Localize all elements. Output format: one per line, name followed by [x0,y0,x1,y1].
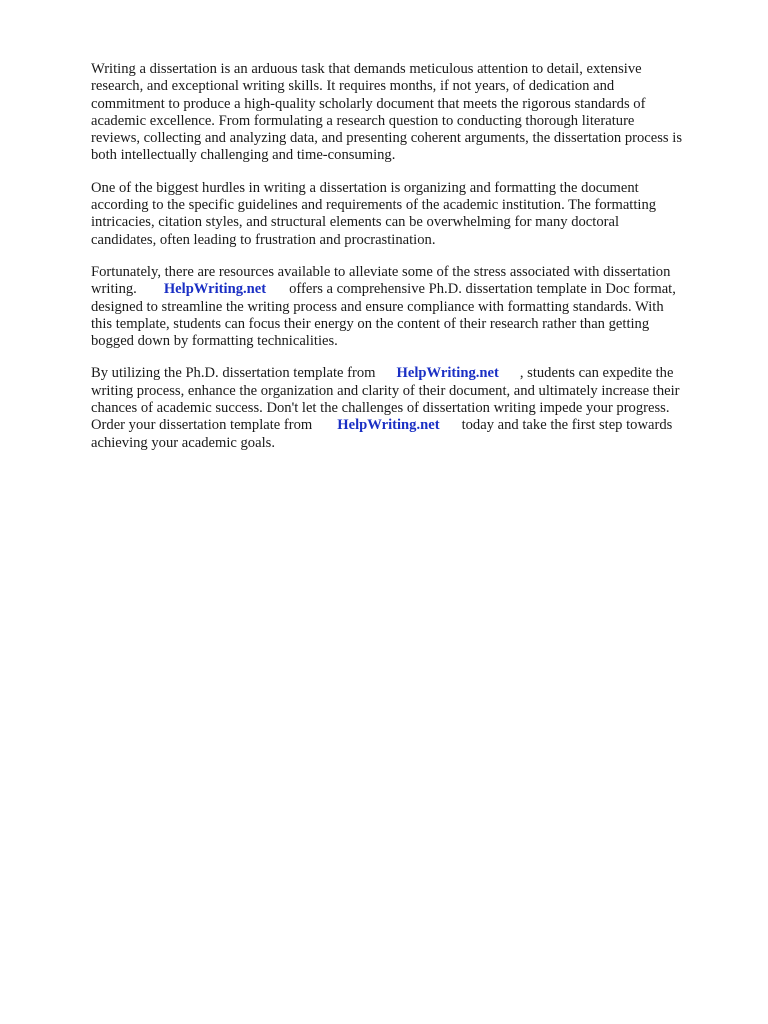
text-line: writing process, enhance the organization and clarity of their document, and ultimately increase their [91,382,680,399]
document-page [91,61,731,467]
helpwriting-link[interactable]: HelpWriting.net [163,281,267,298]
text-line: One of the biggest hurdles in writing a dissertation is organizing and formatting the document [91,179,639,196]
text-line: candidates, often leading to frustration and procrastination. [91,231,436,248]
text-segment: By utilizing the Ph.D. dissertation template from [91,365,376,382]
helpwriting-link[interactable]: HelpWriting.net [396,365,499,382]
text-line: according to the specific guidelines and requirements of the academic institution. The formatting [91,197,657,214]
text-line: research, and exceptional writing skills. It requires months, if not years, of dedication and [91,78,615,95]
text-line-with-link [91,365,731,382]
text-line: Writing a dissertation is an arduous task that demands meticulous attention to detail, extensive [91,61,642,77]
text-line: academic excellence. From formulating a research question to conducting thorough literature [91,112,635,129]
text-line: chances of academic success. Don't let the challenges of dissertation writing impede your progress. [91,400,670,417]
text-line: commitment to produce a high-quality scholarly document that meets the rigorous standards of [91,95,646,112]
text-line: Fortunately, there are resources available to alleviate some of the stress associated with dissertation [91,263,671,280]
text-segment: Order your dissertation template from [91,417,313,434]
text-line-with-link [91,281,731,298]
text-line: achieving your academic goals. [91,434,275,451]
text-line: this template, students can focus their energy on the content of their research rather than getting [91,315,650,332]
text-line: bogged down by formatting technicalities. [91,333,338,350]
text-segment: offers a comprehensive Ph.D. dissertation template in Doc format, [289,281,676,298]
helpwriting-link[interactable]: HelpWriting.net [337,417,440,434]
text-line: both intellectually challenging and time-consuming. [91,147,396,164]
text-segment: writing. [91,281,137,298]
text-line: reviews, collecting and analyzing data, and presenting coherent arguments, the dissertation process is [91,130,682,147]
paragraph-2 [91,180,731,249]
text-line: designed to streamline the writing process and ensure compliance with formatting standards. With [91,298,664,315]
paragraph-4 [91,365,731,451]
paragraph-1 [91,61,731,165]
paragraph-3 [91,264,731,350]
text-segment: today and take the first step towards [461,417,673,434]
text-segment: , students can expedite the [519,365,674,382]
text-line: intricacies, citation styles, and structural elements can be overwhelming for many doctoral [91,214,620,231]
text-line-with-link [91,417,731,434]
